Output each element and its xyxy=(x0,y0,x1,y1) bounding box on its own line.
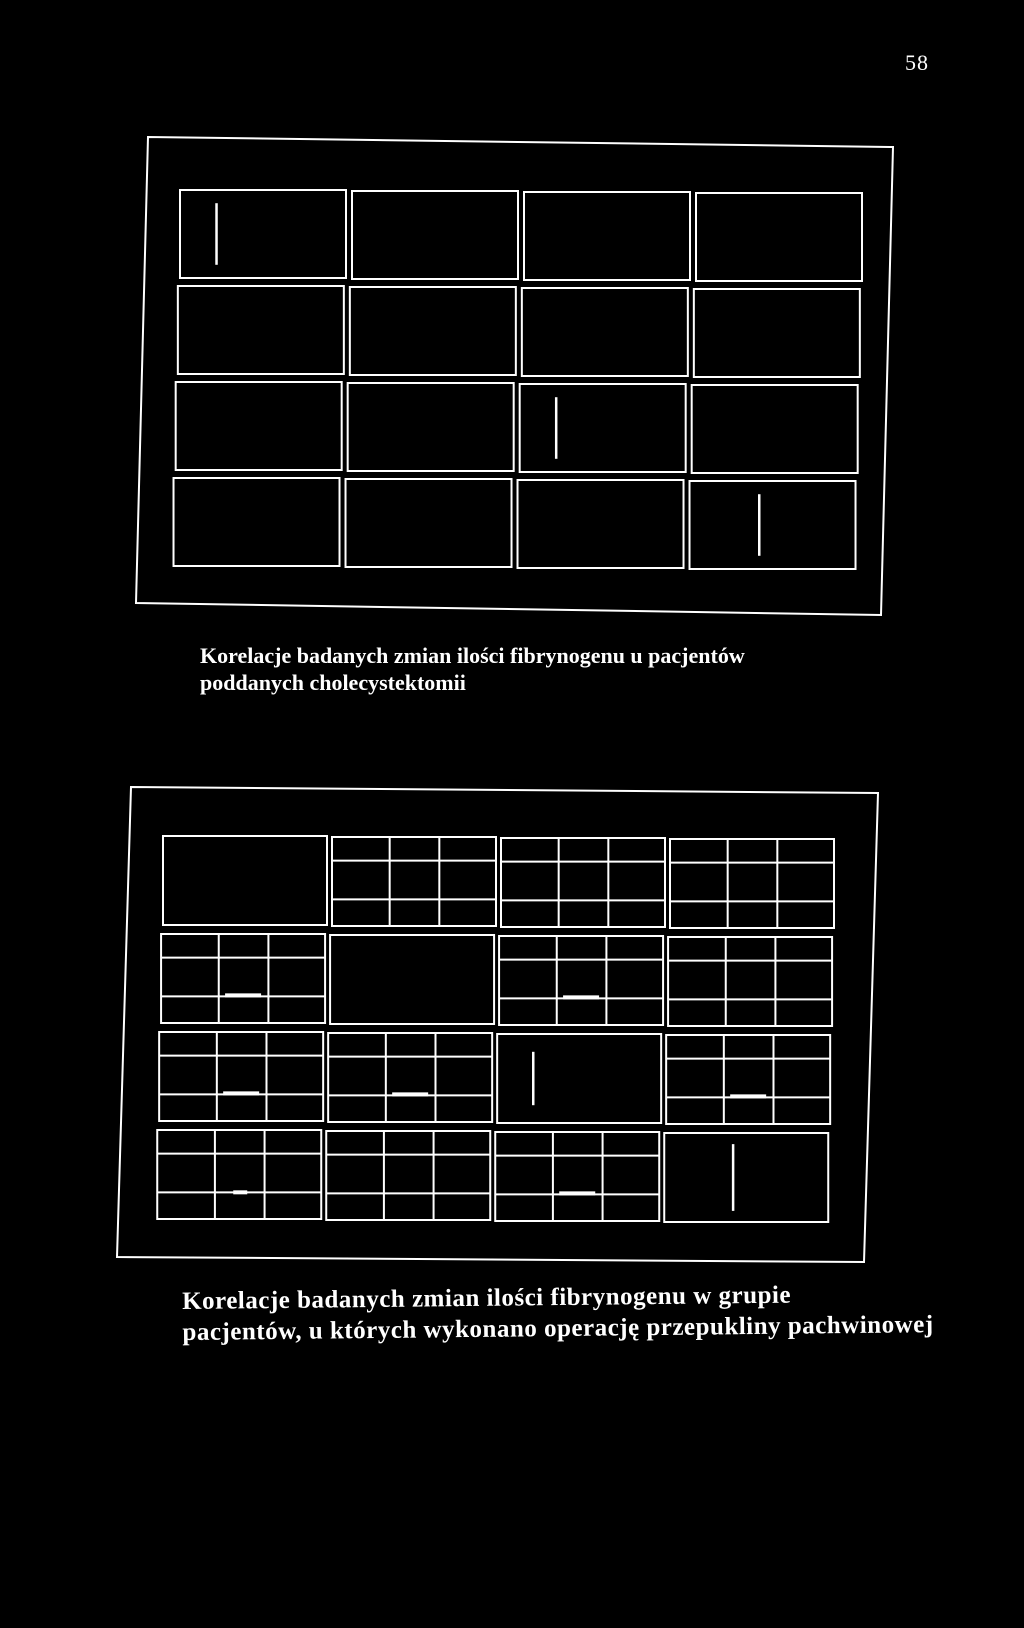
figure-1-cell-r1-c3-border xyxy=(524,192,690,280)
figure-1-cell-r4-c3-border xyxy=(518,480,684,568)
figure-2-cell-r2-c3-border xyxy=(499,936,663,1025)
figure-1-cell-r3-c3 xyxy=(520,384,686,472)
figure-1-cell-r2-c2-border xyxy=(350,287,516,375)
figure-2-cell-r4-c4-border xyxy=(664,1133,828,1222)
figure-2-cell-r2-c2-border xyxy=(330,935,494,1024)
figure-1-cell-r1-c1-border xyxy=(180,190,346,278)
figure-2-cell-r4-c3 xyxy=(495,1132,659,1221)
figure-1-cell-r1-c4 xyxy=(696,193,862,281)
figure-1-cell-r4-c4-border xyxy=(690,481,856,569)
figure-1-scatter-matrix xyxy=(136,137,893,615)
figure-2-cell-r1-c2 xyxy=(332,837,496,926)
figure-2-cell-r1-c1 xyxy=(163,836,327,925)
figure-1-cell-r2-c4-border xyxy=(694,289,860,377)
figure-2-cell-r2-c2 xyxy=(330,935,494,1024)
figure-1-cell-r4-c2-border xyxy=(346,479,512,567)
page-number: 58 xyxy=(905,50,929,75)
figure-2-cell-r4-c4 xyxy=(664,1133,828,1222)
figure-2-cell-r2-c4 xyxy=(668,937,832,1026)
figure-1-cell-r3-c4-border xyxy=(692,385,858,473)
figure-1-cell-r4-c3 xyxy=(518,480,684,568)
figure-1-cell-r3-c4 xyxy=(692,385,858,473)
figure-2-cell-r2-c1-border xyxy=(161,934,325,1023)
figure-2-cell-r3-c3-border xyxy=(497,1034,661,1123)
figure-1-cell-r3-c1 xyxy=(176,382,342,470)
figure-1-cell-r1-c3 xyxy=(524,192,690,280)
figure-2-frame xyxy=(117,787,878,1262)
figure-1-cell-r2-c3 xyxy=(522,288,688,376)
figure-2-caption-line-2: pacjentów, u których wykonano operację przepukliny pachwinowej xyxy=(182,1310,934,1346)
figure-2-caption-line-1: Korelacje badanych zmian ilości fibrynogenu w grupie xyxy=(182,1281,792,1315)
figure-2-cell-r3-c1-border xyxy=(159,1032,323,1121)
figure-1-cell-r1-c2 xyxy=(352,191,518,279)
figure-1-cell-r3-c2-border xyxy=(348,383,514,471)
figure-1-cell-r1-c4-border xyxy=(696,193,862,281)
figure-2-cell-r4-c2-border xyxy=(326,1131,490,1220)
figure-2-cell-r3-c4 xyxy=(666,1035,830,1124)
figure-1-caption-line-1: Korelacje badanych zmian ilości fibrynogenu u pacjentów xyxy=(200,643,745,668)
figure-1-cell-r3-c3-border xyxy=(520,384,686,472)
figure-1-cell-r4-c1-border xyxy=(174,478,340,566)
figure-2-cell-r2-c3 xyxy=(499,936,663,1025)
figure-2-cell-r1-c1-border xyxy=(163,836,327,925)
figure-1-cell-r3-c1-border xyxy=(176,382,342,470)
figure-1-cell-r2-c1 xyxy=(178,286,344,374)
figure-1-caption-line-2: poddanych cholecystektomii xyxy=(200,669,466,695)
figure-2-cell-r3-c2-border xyxy=(328,1033,492,1122)
figure-2-cell-r3-c3 xyxy=(497,1034,661,1123)
figure-1-cell-r2-c3-border xyxy=(522,288,688,376)
figure-2-cell-r1-c3-border xyxy=(501,838,665,927)
figure-2-cell-r4-c3-border xyxy=(495,1132,659,1221)
figure-2-cell-r3-c2 xyxy=(328,1033,492,1122)
figure-2-scatter-matrix xyxy=(117,787,878,1262)
figure-1-caption xyxy=(200,643,745,697)
figure-1-cell-r2-c2 xyxy=(350,287,516,375)
figure-2-cell-r1-c3 xyxy=(501,838,665,927)
figure-2-cell-r2-c1 xyxy=(161,934,325,1023)
figure-1-cell-r2-c4 xyxy=(694,289,860,377)
figure-2-cell-r4-c1 xyxy=(157,1130,321,1219)
figure-1-cell-r2-c1-border xyxy=(178,286,344,374)
figure-2-cell-r1-c2-border xyxy=(332,837,496,926)
figure-2-cell-r4-c1-border xyxy=(157,1130,321,1219)
figure-2-cell-r4-c2 xyxy=(326,1131,490,1220)
figure-2-cell-r1-c4-border xyxy=(670,839,834,928)
figure-1-cell-r4-c2 xyxy=(346,479,512,567)
figure-1-cell-r3-c2 xyxy=(348,383,514,471)
figure-2-cell-r3-c1 xyxy=(159,1032,323,1121)
figure-2-cell-r1-c4 xyxy=(670,839,834,928)
figure-2-caption xyxy=(182,1279,934,1348)
figure-1-cell-r4-c1 xyxy=(174,478,340,566)
figure-1-cell-r4-c4 xyxy=(690,481,856,569)
figure-1-cell-r1-c2-border xyxy=(352,191,518,279)
figure-1-cell-r1-c1 xyxy=(180,190,346,278)
figure-2-cell-r2-c4-border xyxy=(668,937,832,1026)
figure-2-cell-r3-c4-border xyxy=(666,1035,830,1124)
